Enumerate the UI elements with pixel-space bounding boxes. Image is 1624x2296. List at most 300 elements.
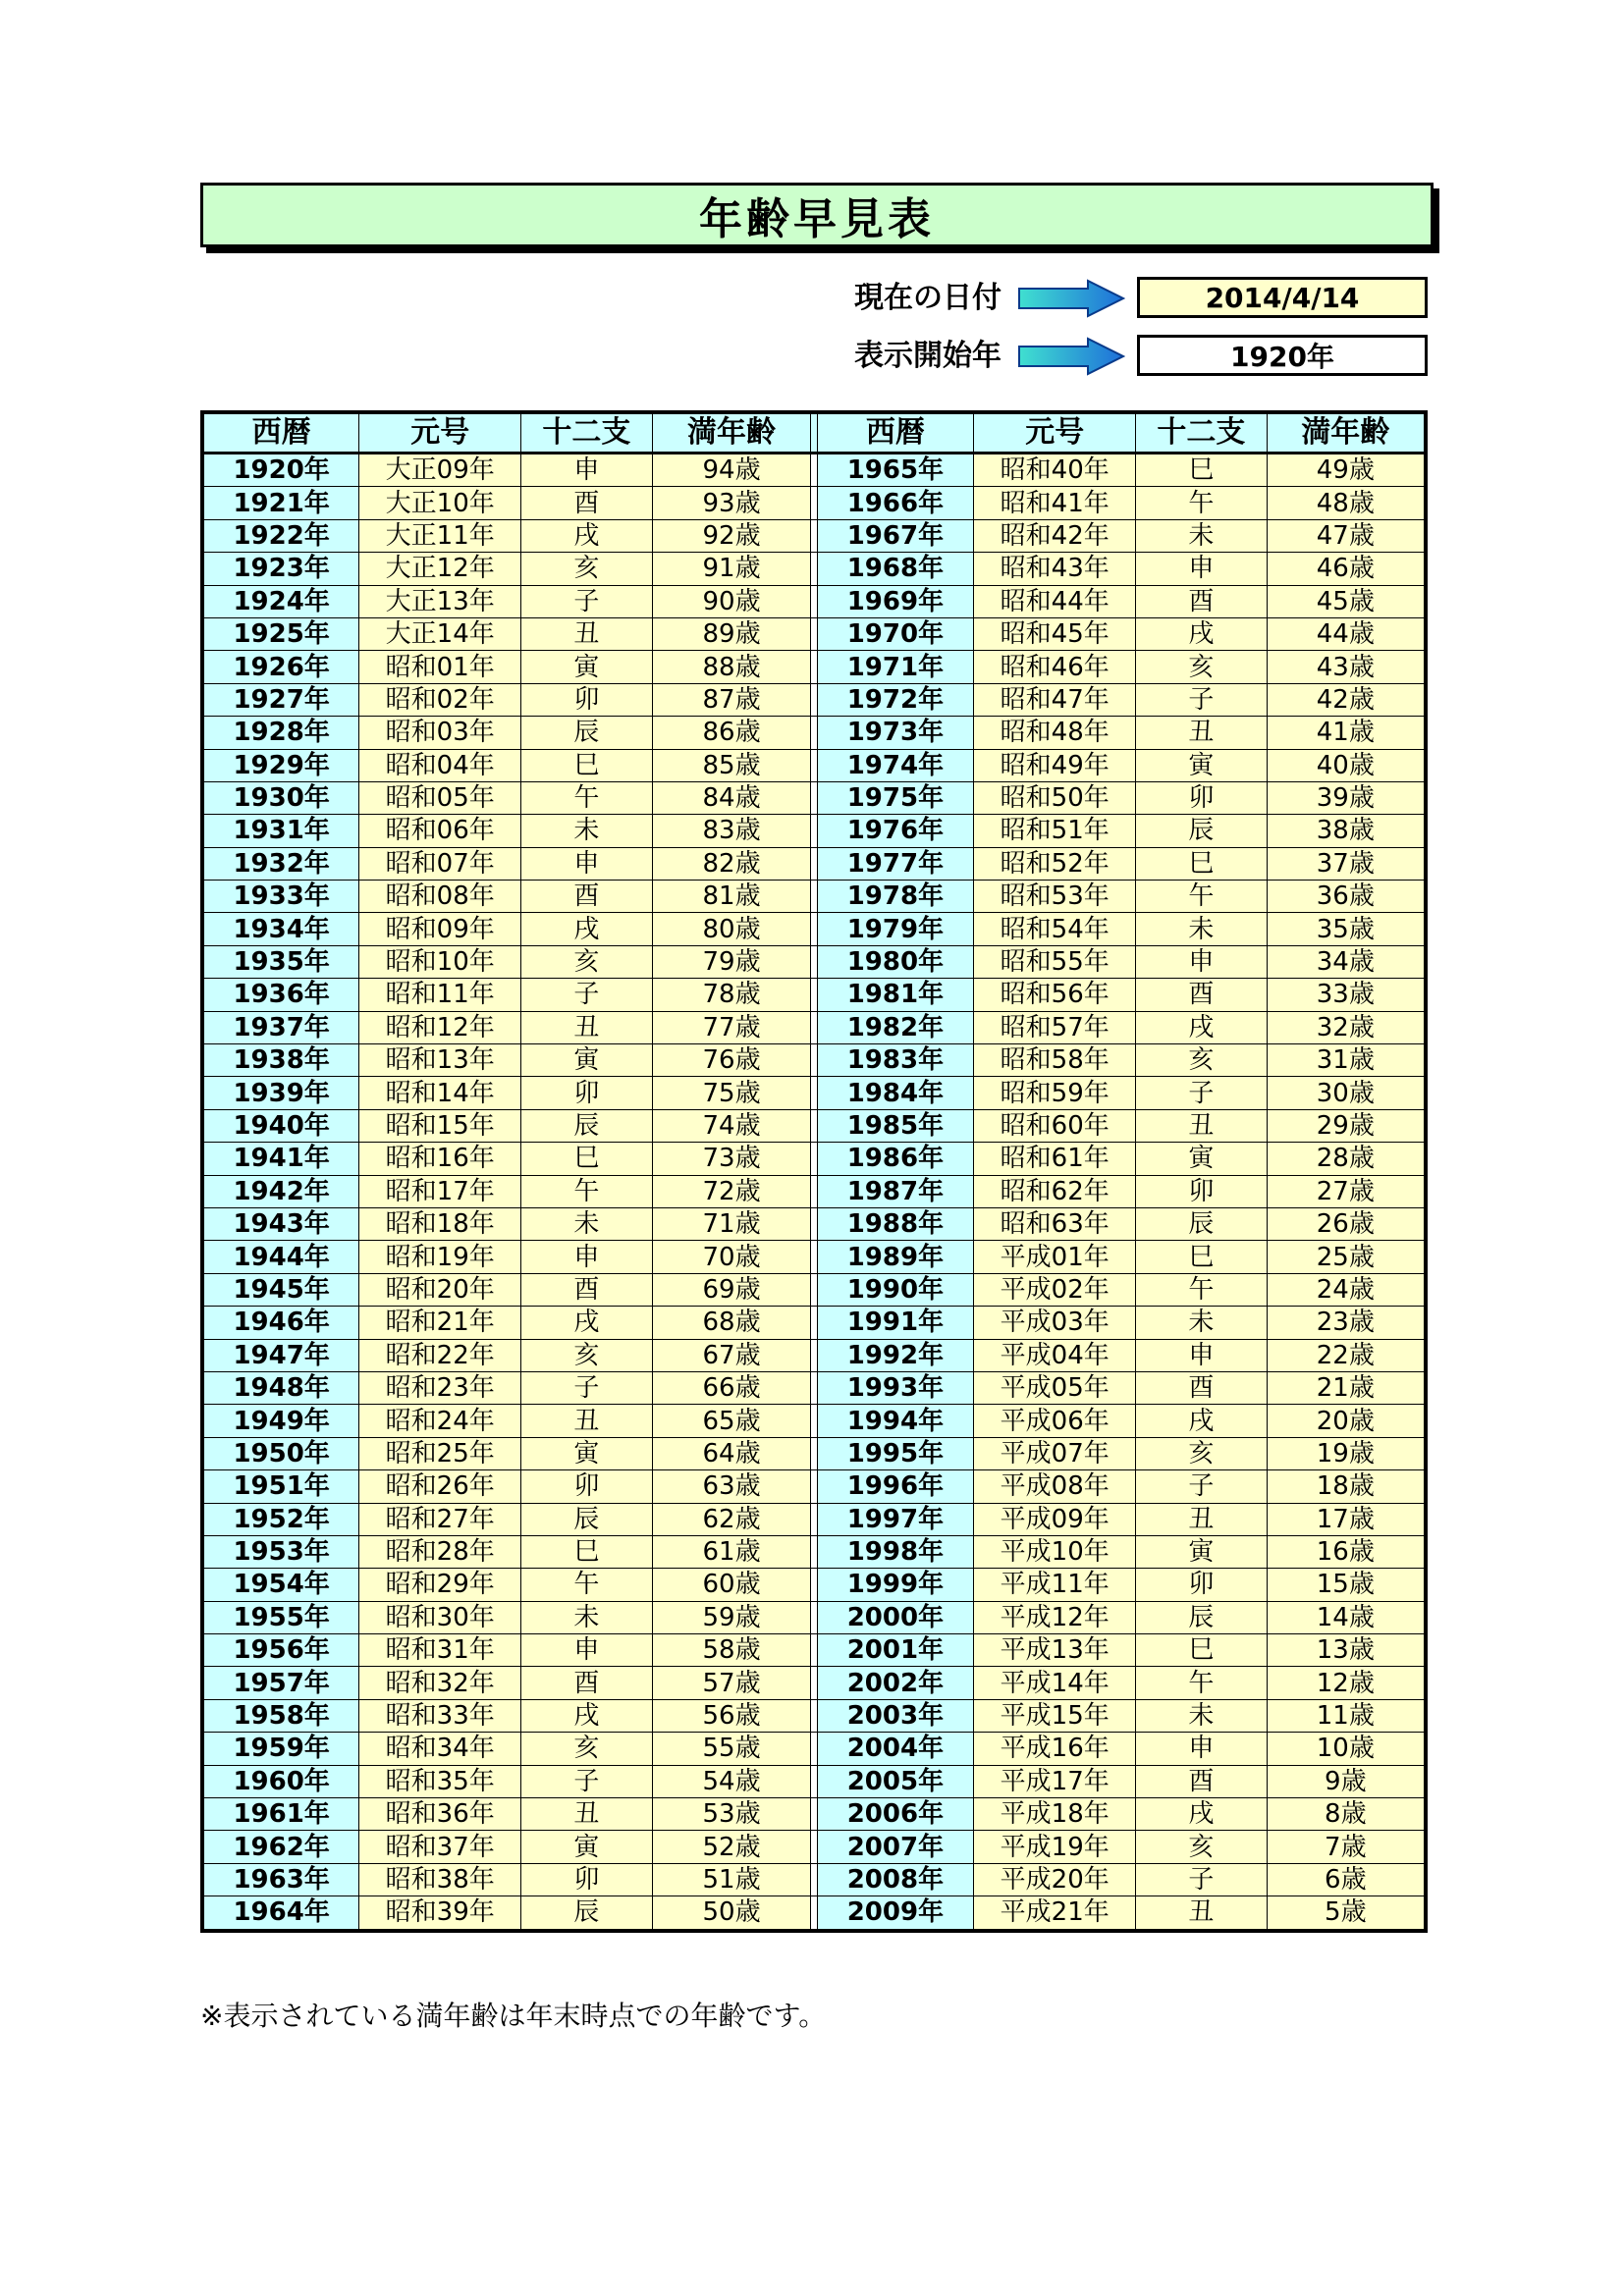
western-year-cell: 2004年 [817, 1733, 974, 1765]
zodiac-cell: 未 [521, 1207, 653, 1240]
table-row [202, 781, 1426, 814]
era-year-cell: 昭和25年 [359, 1437, 521, 1469]
era-year-cell: 昭和59年 [974, 1077, 1136, 1109]
zodiac-cell: 午 [1136, 1667, 1268, 1699]
table-row [202, 519, 1426, 552]
age-cell: 67歳 [652, 1339, 811, 1371]
western-year-cell: 1942年 [202, 1175, 359, 1207]
zodiac-cell: 亥 [521, 1733, 653, 1765]
western-year-cell: 1958年 [202, 1699, 359, 1732]
table-row [202, 847, 1426, 880]
table-row [202, 1470, 1426, 1503]
age-cell: 46歳 [1267, 553, 1426, 585]
zodiac-cell: 卯 [521, 1470, 653, 1503]
table-row [202, 1405, 1426, 1437]
age-cell: 63歳 [652, 1470, 811, 1503]
age-cell: 92歳 [652, 519, 811, 552]
era-year-cell: 昭和51年 [974, 815, 1136, 847]
age-cell: 7歳 [1267, 1831, 1426, 1863]
era-year-cell: 大正12年 [359, 553, 521, 585]
age-cell: 45歳 [1267, 585, 1426, 617]
era-year-cell: 平成20年 [974, 1863, 1136, 1896]
western-year-cell: 1980年 [817, 945, 974, 978]
era-year-cell: 昭和17年 [359, 1175, 521, 1207]
era-year-cell: 昭和26年 [359, 1470, 521, 1503]
era-year-cell: 昭和14年 [359, 1077, 521, 1109]
table-row [202, 1339, 1426, 1371]
era-year-cell: 平成09年 [974, 1503, 1136, 1535]
zodiac-cell: 亥 [1136, 651, 1268, 683]
table-row [202, 1077, 1426, 1109]
age-cell: 73歳 [652, 1143, 811, 1175]
zodiac-cell: 丑 [1136, 1896, 1268, 1931]
era-year-cell: 平成08年 [974, 1470, 1136, 1503]
era-year-cell: 大正09年 [359, 454, 521, 487]
table-row [202, 1699, 1426, 1732]
table-row [202, 1667, 1426, 1699]
era-year-cell: 昭和53年 [974, 881, 1136, 913]
zodiac-cell: 酉 [521, 487, 653, 519]
age-cell: 70歳 [652, 1241, 811, 1273]
age-cell: 61歳 [652, 1535, 811, 1568]
era-year-cell: 昭和20年 [359, 1273, 521, 1306]
era-year-cell: 平成19年 [974, 1831, 1136, 1863]
zodiac-cell: 子 [521, 1765, 653, 1797]
age-cell: 28歳 [1267, 1143, 1426, 1175]
western-year-cell: 1955年 [202, 1601, 359, 1633]
western-year-cell: 1930年 [202, 781, 359, 814]
zodiac-cell: 酉 [1136, 1371, 1268, 1404]
age-cell: 43歳 [1267, 651, 1426, 683]
western-year-cell: 1990年 [817, 1273, 974, 1306]
era-year-cell: 昭和50年 [974, 781, 1136, 814]
era-year-cell: 昭和10年 [359, 945, 521, 978]
header-zodiac: 十二支 [521, 412, 653, 454]
zodiac-cell: 亥 [521, 945, 653, 978]
western-year-cell: 1995年 [817, 1437, 974, 1469]
zodiac-cell: 未 [521, 1601, 653, 1633]
western-year-cell: 1931年 [202, 815, 359, 847]
table-row [202, 1896, 1426, 1931]
zodiac-cell: 巳 [521, 1143, 653, 1175]
table-row [202, 1535, 1426, 1568]
western-year-cell: 1933年 [202, 881, 359, 913]
zodiac-cell: 戌 [521, 1699, 653, 1732]
table-row [202, 945, 1426, 978]
zodiac-cell: 辰 [1136, 815, 1268, 847]
western-year-cell: 1938年 [202, 1044, 359, 1077]
age-cell: 19歳 [1267, 1437, 1426, 1469]
era-year-cell: 平成18年 [974, 1798, 1136, 1831]
zodiac-cell: 卯 [521, 1863, 653, 1896]
age-cell: 49歳 [1267, 454, 1426, 487]
western-year-cell: 2001年 [817, 1634, 974, 1667]
era-year-cell: 平成17年 [974, 1765, 1136, 1797]
age-cell: 94歳 [652, 454, 811, 487]
western-year-cell: 1970年 [817, 617, 974, 650]
zodiac-cell: 亥 [1136, 1831, 1268, 1863]
western-year-cell: 1981年 [817, 979, 974, 1011]
age-cell: 25歳 [1267, 1241, 1426, 1273]
age-cell: 60歳 [652, 1569, 811, 1601]
western-year-cell: 1964年 [202, 1896, 359, 1931]
era-year-cell: 平成01年 [974, 1241, 1136, 1273]
western-year-cell: 1935年 [202, 945, 359, 978]
era-year-cell: 平成21年 [974, 1896, 1136, 1931]
age-cell: 57歳 [652, 1667, 811, 1699]
age-cell: 14歳 [1267, 1601, 1426, 1633]
table-row [202, 1011, 1426, 1043]
era-year-cell: 昭和04年 [359, 749, 521, 781]
zodiac-cell: 戌 [521, 519, 653, 552]
western-year-cell: 1969年 [817, 585, 974, 617]
start-year-field[interactable]: 1920年 [1137, 335, 1428, 376]
age-cell: 74歳 [652, 1109, 811, 1142]
age-cell: 41歳 [1267, 717, 1426, 749]
era-year-cell: 昭和63年 [974, 1207, 1136, 1240]
age-cell: 53歳 [652, 1798, 811, 1831]
era-year-cell: 昭和34年 [359, 1733, 521, 1765]
table-row [202, 553, 1426, 585]
age-cell: 79歳 [652, 945, 811, 978]
table-row [202, 454, 1426, 487]
western-year-cell: 1943年 [202, 1207, 359, 1240]
western-year-cell: 1988年 [817, 1207, 974, 1240]
age-cell: 8歳 [1267, 1798, 1426, 1831]
era-year-cell: 昭和42年 [974, 519, 1136, 552]
western-year-cell: 1961年 [202, 1798, 359, 1831]
zodiac-cell: 申 [1136, 945, 1268, 978]
western-year-cell: 1953年 [202, 1535, 359, 1568]
western-year-cell: 1936年 [202, 979, 359, 1011]
western-year-cell: 1979年 [817, 913, 974, 945]
age-cell: 35歳 [1267, 913, 1426, 945]
western-year-cell: 1997年 [817, 1503, 974, 1535]
zodiac-cell: 申 [521, 1634, 653, 1667]
zodiac-cell: 未 [1136, 519, 1268, 552]
era-year-cell: 昭和32年 [359, 1667, 521, 1699]
age-cell: 91歳 [652, 553, 811, 585]
era-year-cell: 昭和58年 [974, 1044, 1136, 1077]
era-year-cell: 昭和12年 [359, 1011, 521, 1043]
era-year-cell: 大正11年 [359, 519, 521, 552]
current-date-field[interactable]: 2014/4/14 [1137, 277, 1428, 318]
zodiac-cell: 未 [521, 815, 653, 847]
age-cell: 13歳 [1267, 1634, 1426, 1667]
age-cell: 88歳 [652, 651, 811, 683]
age-cell: 65歳 [652, 1405, 811, 1437]
western-year-cell: 1971年 [817, 651, 974, 683]
table-row [202, 617, 1426, 650]
western-year-cell: 1984年 [817, 1077, 974, 1109]
age-cell: 9歳 [1267, 1765, 1426, 1797]
era-year-cell: 昭和07年 [359, 847, 521, 880]
zodiac-cell: 子 [521, 585, 653, 617]
western-year-cell: 1944年 [202, 1241, 359, 1273]
zodiac-cell: 巳 [521, 749, 653, 781]
zodiac-cell: 寅 [521, 1044, 653, 1077]
zodiac-cell: 丑 [1136, 1109, 1268, 1142]
table-row [202, 1437, 1426, 1469]
zodiac-cell: 午 [521, 781, 653, 814]
zodiac-cell: 戌 [1136, 1798, 1268, 1831]
western-year-cell: 2003年 [817, 1699, 974, 1732]
age-cell: 81歳 [652, 881, 811, 913]
age-cell: 59歳 [652, 1601, 811, 1633]
era-year-cell: 昭和05年 [359, 781, 521, 814]
age-cell: 76歳 [652, 1044, 811, 1077]
age-cell: 89歳 [652, 617, 811, 650]
era-year-cell: 昭和47年 [974, 683, 1136, 716]
table-row [202, 1307, 1426, 1339]
zodiac-cell: 辰 [521, 717, 653, 749]
western-year-cell: 1986年 [817, 1143, 974, 1175]
zodiac-cell: 卯 [1136, 1569, 1268, 1601]
western-year-cell: 1929年 [202, 749, 359, 781]
western-year-cell: 1947年 [202, 1339, 359, 1371]
age-cell: 44歳 [1267, 617, 1426, 650]
zodiac-cell: 寅 [521, 651, 653, 683]
age-cell: 20歳 [1267, 1405, 1426, 1437]
era-year-cell: 昭和60年 [974, 1109, 1136, 1142]
age-cell: 34歳 [1267, 945, 1426, 978]
zodiac-cell: 子 [1136, 1077, 1268, 1109]
age-cell: 30歳 [1267, 1077, 1426, 1109]
zodiac-cell: 子 [1136, 683, 1268, 716]
zodiac-cell: 子 [521, 979, 653, 1011]
zodiac-cell: 丑 [1136, 1503, 1268, 1535]
era-year-cell: 昭和15年 [359, 1109, 521, 1142]
western-year-cell: 1996年 [817, 1470, 974, 1503]
western-year-cell: 1937年 [202, 1011, 359, 1043]
age-cell: 18歳 [1267, 1470, 1426, 1503]
age-cell: 86歳 [652, 717, 811, 749]
era-year-cell: 昭和56年 [974, 979, 1136, 1011]
age-cell: 93歳 [652, 487, 811, 519]
western-year-cell: 1989年 [817, 1241, 974, 1273]
western-year-cell: 2000年 [817, 1601, 974, 1633]
age-cell: 5歳 [1267, 1896, 1426, 1931]
header-western-year: 西暦 [202, 412, 359, 454]
western-year-cell: 1959年 [202, 1733, 359, 1765]
age-cell: 22歳 [1267, 1339, 1426, 1371]
era-year-cell: 昭和52年 [974, 847, 1136, 880]
table-row [202, 815, 1426, 847]
table-row [202, 717, 1426, 749]
era-year-cell: 平成11年 [974, 1569, 1136, 1601]
zodiac-cell: 卯 [1136, 781, 1268, 814]
age-cell: 52歳 [652, 1831, 811, 1863]
age-cell: 78歳 [652, 979, 811, 1011]
age-cell: 51歳 [652, 1863, 811, 1896]
era-year-cell: 昭和44年 [974, 585, 1136, 617]
era-year-cell: 昭和36年 [359, 1798, 521, 1831]
age-cell: 84歳 [652, 781, 811, 814]
zodiac-cell: 申 [1136, 553, 1268, 585]
zodiac-cell: 巳 [1136, 847, 1268, 880]
era-year-cell: 昭和40年 [974, 454, 1136, 487]
age-cell: 11歳 [1267, 1699, 1426, 1732]
age-cell: 75歳 [652, 1077, 811, 1109]
zodiac-cell: 卯 [521, 683, 653, 716]
age-cell: 47歳 [1267, 519, 1426, 552]
western-year-cell: 1974年 [817, 749, 974, 781]
western-year-cell: 1940年 [202, 1109, 359, 1142]
header-era-year: 元号 [974, 412, 1136, 454]
zodiac-cell: 酉 [1136, 1765, 1268, 1797]
table-row [202, 1634, 1426, 1667]
footnote: ※表示されている満年齢は年末時点での年齢です。 [200, 2000, 827, 2032]
western-year-cell: 1946年 [202, 1307, 359, 1339]
zodiac-cell: 酉 [521, 1667, 653, 1699]
era-year-cell: 平成06年 [974, 1405, 1136, 1437]
zodiac-cell: 卯 [521, 1077, 653, 1109]
western-year-cell: 1972年 [817, 683, 974, 716]
age-cell: 33歳 [1267, 979, 1426, 1011]
table-row [202, 979, 1426, 1011]
era-year-cell: 昭和23年 [359, 1371, 521, 1404]
era-year-cell: 昭和16年 [359, 1143, 521, 1175]
age-cell: 15歳 [1267, 1569, 1426, 1601]
era-year-cell: 昭和54年 [974, 913, 1136, 945]
western-year-cell: 1968年 [817, 553, 974, 585]
table-row [202, 1601, 1426, 1633]
zodiac-cell: 午 [1136, 487, 1268, 519]
era-year-cell: 平成15年 [974, 1699, 1136, 1732]
western-year-cell: 2008年 [817, 1863, 974, 1896]
western-year-cell: 1985年 [817, 1109, 974, 1142]
table-row [202, 1863, 1426, 1896]
era-year-cell: 昭和18年 [359, 1207, 521, 1240]
age-cell: 90歳 [652, 585, 811, 617]
age-cell: 32歳 [1267, 1011, 1426, 1043]
era-year-cell: 昭和39年 [359, 1896, 521, 1931]
era-year-cell: 昭和55年 [974, 945, 1136, 978]
western-year-cell: 1925年 [202, 617, 359, 650]
zodiac-cell: 午 [1136, 881, 1268, 913]
western-year-cell: 1992年 [817, 1339, 974, 1371]
era-year-cell: 昭和30年 [359, 1601, 521, 1633]
zodiac-cell: 酉 [521, 1273, 653, 1306]
table-row [202, 913, 1426, 945]
age-cell: 55歳 [652, 1733, 811, 1765]
western-year-cell: 1921年 [202, 487, 359, 519]
era-year-cell: 昭和02年 [359, 683, 521, 716]
era-year-cell: 昭和49年 [974, 749, 1136, 781]
age-cell: 87歳 [652, 683, 811, 716]
table-row [202, 1175, 1426, 1207]
zodiac-cell: 寅 [521, 1831, 653, 1863]
table-row [202, 651, 1426, 683]
table-row [202, 1109, 1426, 1142]
zodiac-cell: 巳 [1136, 1634, 1268, 1667]
table-row [202, 1044, 1426, 1077]
era-year-cell: 平成04年 [974, 1339, 1136, 1371]
age-cell: 69歳 [652, 1273, 811, 1306]
zodiac-cell: 丑 [1136, 717, 1268, 749]
western-year-cell: 1926年 [202, 651, 359, 683]
zodiac-cell: 酉 [1136, 979, 1268, 1011]
era-year-cell: 平成12年 [974, 1601, 1136, 1633]
table-row [202, 1733, 1426, 1765]
zodiac-cell: 未 [1136, 913, 1268, 945]
era-year-cell: 昭和27年 [359, 1503, 521, 1535]
western-year-cell: 1987年 [817, 1175, 974, 1207]
zodiac-cell: 辰 [1136, 1207, 1268, 1240]
western-year-cell: 1975年 [817, 781, 974, 814]
arrow-right-icon [1017, 337, 1125, 376]
western-year-cell: 1923年 [202, 553, 359, 585]
table-row [202, 1371, 1426, 1404]
zodiac-cell: 亥 [521, 1339, 653, 1371]
zodiac-cell: 卯 [1136, 1175, 1268, 1207]
start-year-label: 表示開始年 [854, 339, 1001, 373]
zodiac-cell: 子 [1136, 1470, 1268, 1503]
era-year-cell: 平成02年 [974, 1273, 1136, 1306]
zodiac-cell: 辰 [1136, 1601, 1268, 1633]
age-cell: 68歳 [652, 1307, 811, 1339]
age-cell: 85歳 [652, 749, 811, 781]
western-year-cell: 1945年 [202, 1273, 359, 1306]
western-year-cell: 1954年 [202, 1569, 359, 1601]
western-year-cell: 1973年 [817, 717, 974, 749]
western-year-cell: 2009年 [817, 1896, 974, 1931]
age-cell: 29歳 [1267, 1109, 1426, 1142]
western-year-cell: 1967年 [817, 519, 974, 552]
age-cell: 77歳 [652, 1011, 811, 1043]
western-year-cell: 1932年 [202, 847, 359, 880]
zodiac-cell: 戌 [1136, 1011, 1268, 1043]
age-cell: 71歳 [652, 1207, 811, 1240]
era-year-cell: 昭和11年 [359, 979, 521, 1011]
era-year-cell: 大正13年 [359, 585, 521, 617]
western-year-cell: 1962年 [202, 1831, 359, 1863]
zodiac-cell: 未 [1136, 1699, 1268, 1732]
western-year-cell: 1924年 [202, 585, 359, 617]
zodiac-cell: 戌 [1136, 1405, 1268, 1437]
era-year-cell: 昭和37年 [359, 1831, 521, 1863]
western-year-cell: 2002年 [817, 1667, 974, 1699]
age-cell: 6歳 [1267, 1863, 1426, 1896]
table-row [202, 585, 1426, 617]
table-row [202, 1503, 1426, 1535]
western-year-cell: 1977年 [817, 847, 974, 880]
era-year-cell: 大正10年 [359, 487, 521, 519]
zodiac-cell: 巳 [521, 1535, 653, 1568]
zodiac-cell: 亥 [1136, 1044, 1268, 1077]
age-cell: 21歳 [1267, 1371, 1426, 1404]
table-row [202, 749, 1426, 781]
zodiac-cell: 寅 [1136, 1535, 1268, 1568]
table-row [202, 1569, 1426, 1601]
age-cell: 27歳 [1267, 1175, 1426, 1207]
western-year-cell: 1927年 [202, 683, 359, 716]
table-row [202, 1273, 1426, 1306]
western-year-cell: 2006年 [817, 1798, 974, 1831]
western-year-cell: 1963年 [202, 1863, 359, 1896]
western-year-cell: 1978年 [817, 881, 974, 913]
age-cell: 83歳 [652, 815, 811, 847]
western-year-cell: 1956年 [202, 1634, 359, 1667]
zodiac-cell: 午 [521, 1569, 653, 1601]
zodiac-cell: 辰 [521, 1503, 653, 1535]
age-cell: 48歳 [1267, 487, 1426, 519]
table-row [202, 1765, 1426, 1797]
era-year-cell: 昭和46年 [974, 651, 1136, 683]
age-cell: 39歳 [1267, 781, 1426, 814]
era-year-cell: 昭和03年 [359, 717, 521, 749]
zodiac-cell: 酉 [521, 881, 653, 913]
